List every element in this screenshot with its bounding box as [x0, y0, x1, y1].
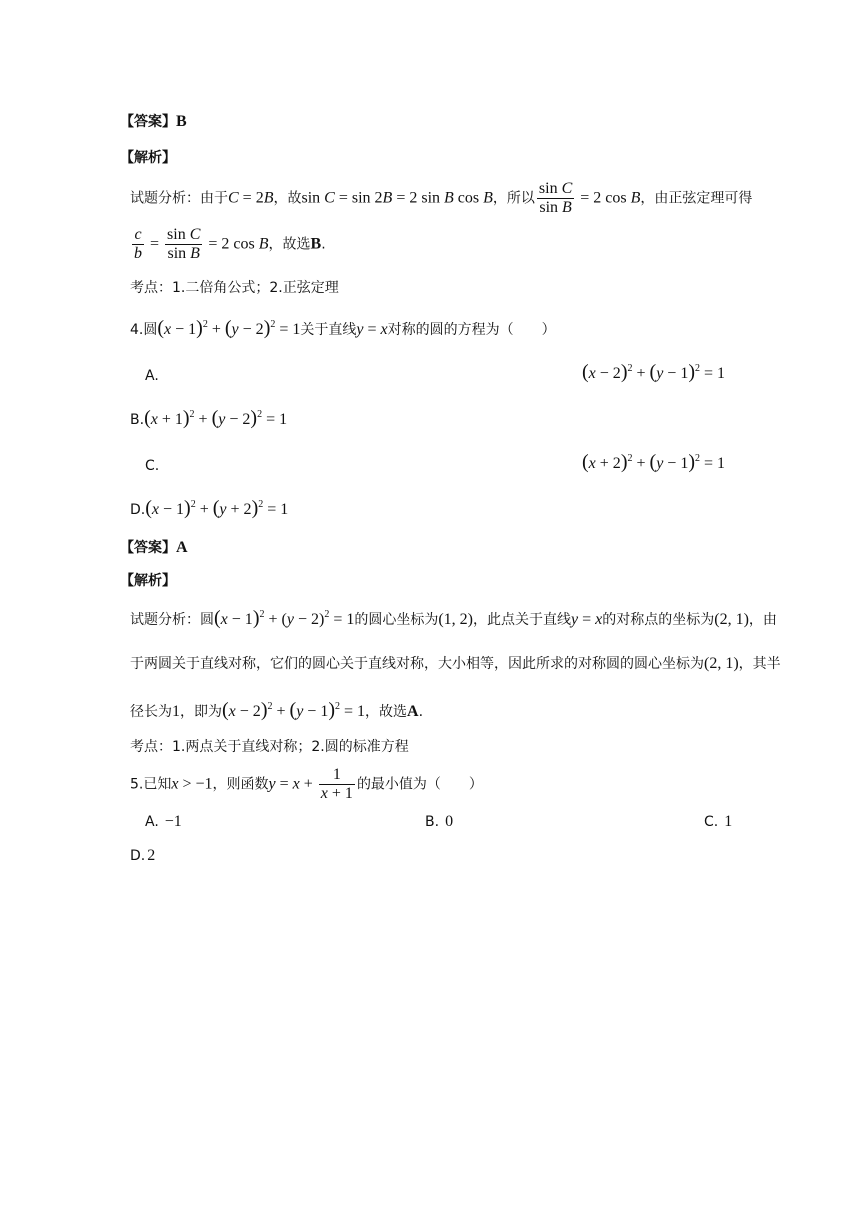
text-segment: 径长为 [130, 704, 172, 720]
q5-option-b [425, 812, 453, 832]
math-expression: $(x - 1)^2 + (y - 2)^2 = 1$ [214, 607, 355, 629]
q4-analysis-line1: 试题分析：圆$(x - 1)^2 + (y - 2)^2 = 1$的圆心坐标为(1, 2)，此点关于直线y = x的对称点的坐标为(2, 1)，由 [130, 607, 777, 629]
q4-option-c-expression: $(x + 2)^2 + (y - 1)^2 = 1$ [582, 451, 726, 473]
q4-answer-line [120, 538, 188, 558]
text-segment: 的最小值为（ ） [356, 776, 483, 793]
fraction-sinc-sinb: $\frac{\text{sin C}}{\text{sin B}}$ [167, 226, 201, 262]
option-expression: $(x + 1)^2 + (y - 2)^2 = 1$ [144, 407, 288, 429]
text-segment: ，此点关于直线 [473, 612, 571, 628]
q5-stem: 5.已知x > −1，则函数y = x + $\frac{1}{x + 1}$ 的最小值为（ ） [130, 766, 483, 802]
q4-stem: 4.圆$(x - 1)^2 + (y - 2)^2 = 1$关于直线y = x对称的圆的方程为（ ） [130, 317, 556, 339]
fraction-c-b: $\frac{c}{b}$ [134, 226, 142, 262]
text-segment: 试题分析：由于 [130, 190, 228, 207]
text-segment: ，由正弦定理可得 [640, 190, 753, 207]
option-value: 1 [724, 813, 733, 830]
fraction-sinc-sinb: $\frac{\text{sin C}}{\text{sin B}}$ [538, 180, 573, 216]
text-segment: ，所以 [492, 190, 535, 207]
text-segment: ，故选 [365, 704, 408, 720]
q5-option-a [145, 812, 182, 832]
option-label: B. [130, 412, 145, 428]
text-segment: 4.圆 [130, 322, 158, 338]
q5-option-d [130, 846, 155, 866]
q4-option-c-label: C. [145, 458, 160, 474]
math-expression: $(x - 2)^2 + (y - 1)^2 = 1$ [222, 699, 366, 721]
text-segment: ，由 [748, 612, 777, 628]
q4-option-a-expression: $(x - 2)^2 + (y - 1)^2 = 1$ [582, 361, 726, 383]
q5-option-c [704, 812, 732, 832]
answer-value: A [176, 539, 188, 556]
text-segment: 于两圆关于直线对称，它们的圆心关于直线对称，大小相等，因此所求的对称圆的圆心坐标为 [130, 656, 704, 672]
text-segment: ，故选 [268, 236, 311, 253]
text-segment: 关于直线 [300, 322, 357, 338]
math-expression: $(x - 1)^2 + (y - 2)^2 = 1$ [157, 317, 301, 339]
fraction-1-x-plus-1: $\frac{1}{x + 1}$ [320, 766, 353, 802]
text-segment: 的对称点的坐标为 [602, 612, 715, 628]
option-label: B. [425, 814, 440, 830]
q3-analysis-line1: 试题分析：由于C = 2B，故sin C = sin 2B = 2 sin B cos B，所以 $\frac{\text{sin C}}{\text{sin B}}$ = 2 cos B，由正弦定理可得 [130, 180, 753, 216]
text-segment: ，其半 [738, 656, 781, 672]
answer-ref: A [407, 703, 419, 720]
q4-option-a-label: A. [145, 368, 159, 384]
math-expression: x > −1 [171, 775, 213, 793]
answer-label: 【答案】 [120, 114, 176, 130]
q3-analysis-label: 【解析】 [120, 150, 176, 166]
q4-option-b [130, 408, 287, 430]
answer-value: B [176, 113, 187, 130]
q3-analysis-line2: $\frac{c}{b}$ = $\frac{\text{sin C}}{\text{sin B}}$ = 2 cos B，故选B. [134, 226, 326, 262]
answer-label: 【答案】 [120, 540, 176, 556]
text-segment: . [321, 236, 326, 253]
option-value: −1 [164, 813, 182, 830]
text-segment: ，故 [273, 190, 302, 207]
option-label: C. [704, 814, 719, 830]
q3-kaodian: 考点：1.二倍角公式；2.正弦定理 [130, 280, 339, 296]
text-segment: 5.已知 [130, 776, 172, 793]
text-segment: 对称的圆的方程为（ ） [387, 322, 556, 338]
text-segment: ，则函数 [212, 776, 269, 793]
option-label: A. [145, 814, 159, 830]
math-expression: C [228, 189, 239, 207]
q4-option-d [130, 498, 288, 520]
option-value: 2 [147, 847, 156, 864]
q4-analysis-label: 【解析】 [120, 573, 176, 589]
answer-ref: B [310, 235, 322, 253]
option-label: D. [130, 848, 146, 864]
q3-answer-line [120, 112, 187, 132]
q4-analysis-line2: 于两圆关于直线对称，它们的圆心关于直线对称，大小相等，因此所求的对称圆的圆心坐标为(2, 1)，其半 [130, 655, 781, 672]
text-segment: 的圆心坐标为 [354, 612, 439, 628]
text-segment: . [418, 704, 424, 720]
q4-kaodian: 考点：1.两点关于直线对称；2.圆的标准方程 [130, 739, 409, 755]
text-segment: 试题分析：圆 [130, 612, 214, 628]
q4-analysis-line3: 径长为1，即为$(x - 2)^2 + (y - 1)^2 = 1$，故选A. [130, 699, 424, 721]
text-segment: ，即为 [180, 704, 222, 720]
option-value: 0 [445, 813, 454, 830]
option-label: D. [130, 502, 146, 518]
option-expression: $(x - 1)^2 + (y + 2)^2 = 1$ [145, 497, 289, 519]
